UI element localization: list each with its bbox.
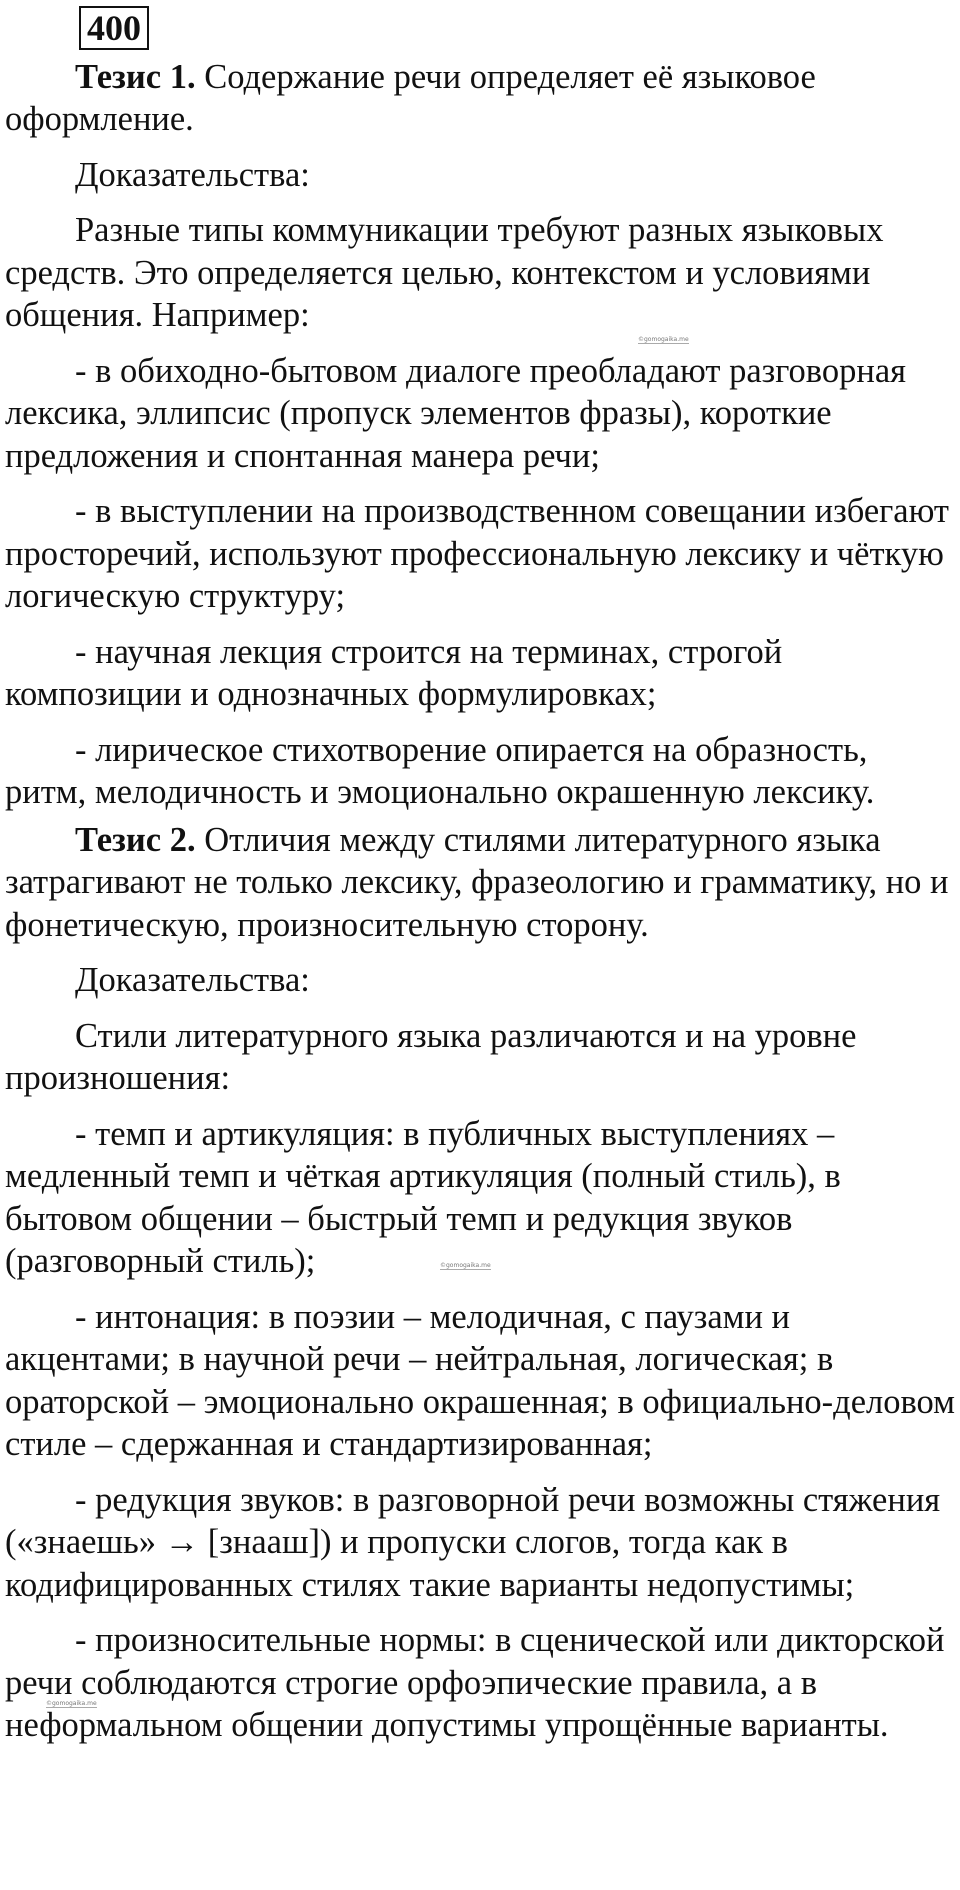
watermark: ©gomogaika.me <box>440 1262 491 1269</box>
watermark: ©gomogaika.me <box>46 1700 97 1707</box>
evidence-1-item: - лирическое стихотворение опирается на образность, ритм, мелодичность и эмоционально окрашенную лексику. <box>5 730 875 811</box>
thesis-2-label: Тезис 2. <box>75 820 196 859</box>
exercise-number: 400 <box>79 6 149 50</box>
evidence-1-heading: Доказательства: <box>75 155 310 194</box>
evidence-1-item: - в обиходно-бытовом диалоге преобладают разговорная лексика, эллипсис (пропуск элементов фразы), короткие предложения и спонтанная манера речи; <box>5 351 906 475</box>
document-page <box>5 0 955 1747</box>
evidence-1-item: - в выступлении на производственном совещании избегают просторечий, используют профессиональную лексику и чёткую логическую структуру; <box>5 492 949 615</box>
thesis-2-text: Отличия между стилями литературного языка затрагивают не только лексику, фразеологию и грамматику, но и фонетическую, произносительную сторону. <box>5 820 949 944</box>
evidence-2-item: - темп и артикуляция: в публичных выступлениях – медленный темп и чёткая артикуляция (полный стиль), в бытовом общении – быстрый темп и редукция звуков (разговорный стиль); <box>5 1114 841 1280</box>
evidence-1-item: - научная лекция строится на терминах, строгой композиции и однозначных формулировках; <box>5 632 783 713</box>
thesis-2 <box>5 819 955 947</box>
evidence-2-item: - произносительные нормы: в сценической или дикторской речи соблюдаются строгие орфоэпические правила, а в неформальном общении допустимы упрощённые варианты. <box>5 1621 945 1744</box>
watermark: ©gomogaika.me <box>638 336 689 343</box>
thesis-1-label: Тезис 1. <box>75 57 196 96</box>
thesis-1-text: Содержание речи определяет её языковое оформление. <box>5 57 816 138</box>
evidence-2-item: - интонация: в поэзии – мелодичная, с паузами и акцентами; в научной речи – нейтральная, логическая; в ораторской – эмоционально окрашенная; в официально-деловом стиле – сдержанная и стандартизированная; <box>5 1297 955 1463</box>
thesis-1 <box>5 56 955 141</box>
evidence-1-intro: Разные типы коммуникации требуют разных языковых средств. Это определяется целью, контекстом и условиями общения. Например: <box>5 211 884 334</box>
evidence-2-heading: Доказательства: <box>75 961 310 999</box>
evidence-2-item: - редукция звуков: в разговорной речи возможны стяжения («знаешь» → [знааш]) и пропуски слогов, тогда как в кодифицированных стилях такие варианты недопустимы; <box>5 1480 941 1604</box>
evidence-2-intro: Стили литературного языка различаются и на уровне произношения: <box>5 1016 857 1097</box>
